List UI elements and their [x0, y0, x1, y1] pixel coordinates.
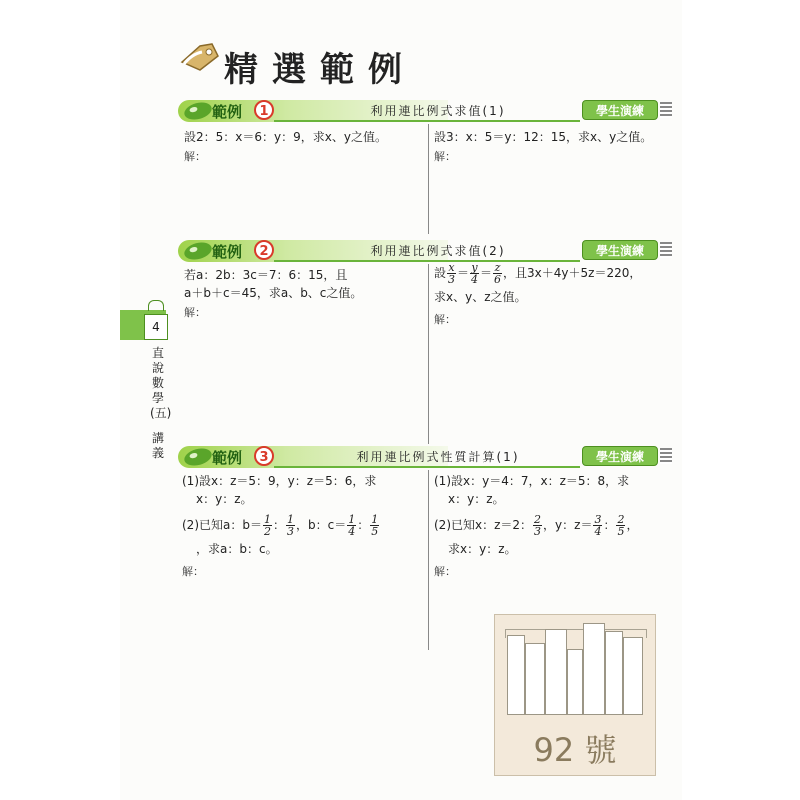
practice-3-question: (1)設x：y＝4：7，x：z＝5：8，求 x：y：z。 (2)已知x：z＝2： $\frac{2}{3}$ ，y：z＝ $\frac{3}{4}$ ： $\frac{2}{5}$ ， 求x：y：z。 解： [434, 472, 678, 581]
example-number: 2 [254, 240, 274, 260]
left-margin [0, 0, 120, 800]
fraction: $\frac{1}{3}$ [287, 513, 294, 538]
watermark-stamp [494, 614, 656, 776]
example-label: 範例 [212, 449, 243, 467]
example-topic: 利用連比例式求值(1) [370, 104, 506, 118]
bow-icon [148, 300, 164, 311]
practice-badge: 學生演練 [582, 446, 658, 466]
book-icon [507, 635, 525, 715]
page-flip-icon [660, 102, 672, 118]
column-divider [428, 264, 429, 444]
example-label: 範例 [212, 103, 243, 121]
answer-label: 解： [434, 313, 456, 326]
practice-badge: 學生演練 [582, 100, 658, 120]
example-topic: 利用連比例式性質計算(1) [356, 450, 520, 464]
fraction: $\frac{2}{5}$ [617, 513, 625, 538]
book-icon [605, 631, 623, 715]
book-icon [623, 637, 643, 715]
column-divider [428, 124, 429, 234]
answer-label: 解： [434, 150, 456, 163]
example-2-question: 若a：2b：3c＝7：6：15，且 a＋b＋c＝45，求a、b、c之值。 解： [184, 266, 424, 322]
chapter-tab [120, 310, 166, 340]
fraction: $\frac{1}{5}$ [371, 513, 379, 538]
practice-2-question: 設 $\frac{x}{3}$ ＝ $\frac{y}{4}$ ＝ $\frac{z}{6}$ ，且3x＋4y＋5z＝220， 求x、y、z之值。 解： [434, 262, 674, 329]
example-number: 3 [254, 446, 274, 466]
fraction: $\frac{2}{3}$ [534, 513, 542, 538]
example-number: 1 [254, 100, 274, 120]
practice-1-question: 設3：x：5＝y：12：15，求x、y之值。 解： [434, 128, 674, 166]
fraction: $\frac{3}{4}$ [594, 513, 602, 538]
page-flip-icon [660, 242, 672, 258]
answer-label: 解： [184, 150, 206, 163]
book-icon [567, 649, 583, 715]
answer-label: 解： [434, 565, 456, 578]
answer-label: 解： [182, 565, 204, 578]
book-icon [545, 629, 567, 715]
example-1-question: 設2：5：x＝6：y：9，求x、y之值。 解： [184, 128, 424, 166]
watermark-text: 92 號 [533, 731, 617, 769]
page-flip-icon [660, 448, 672, 464]
column-divider [428, 470, 429, 650]
fraction: $\frac{1}{2}$ [263, 513, 271, 538]
practice-badge: 學生演練 [582, 240, 658, 260]
page-title: 精選範例 [224, 50, 416, 90]
book-icon [525, 643, 545, 715]
book-icon [583, 623, 605, 715]
fraction: $\frac{z}{6}$ [494, 261, 502, 286]
fraction: $\frac{x}{3}$ [448, 261, 456, 286]
example-1-bar [178, 100, 672, 122]
example-label: 範例 [212, 243, 243, 261]
tag-icon [178, 40, 222, 74]
example-3-question: (1)設x：z＝5：9，y：z＝5：6，求 x：y：z。 (2)已知a：b＝ $\frac{1}{2}$ ： $\frac{1}{3}$ ，b：c＝ $\frac{1}{4}$ ： $\frac{1}{5}$ ，求a：b：c。 解： [182, 472, 426, 581]
chapter-number: 4 [144, 314, 168, 340]
example-2-bar [178, 240, 672, 262]
example-3-bar [178, 446, 672, 468]
example-topic: 利用連比例式求值(2) [370, 244, 506, 258]
answer-label: 解： [184, 306, 206, 319]
fraction: $\frac{y}{4}$ [471, 261, 479, 286]
book-title-vertical: 直說數學(五) 講義 [150, 346, 172, 460]
fraction: $\frac{1}{4}$ [348, 513, 356, 538]
